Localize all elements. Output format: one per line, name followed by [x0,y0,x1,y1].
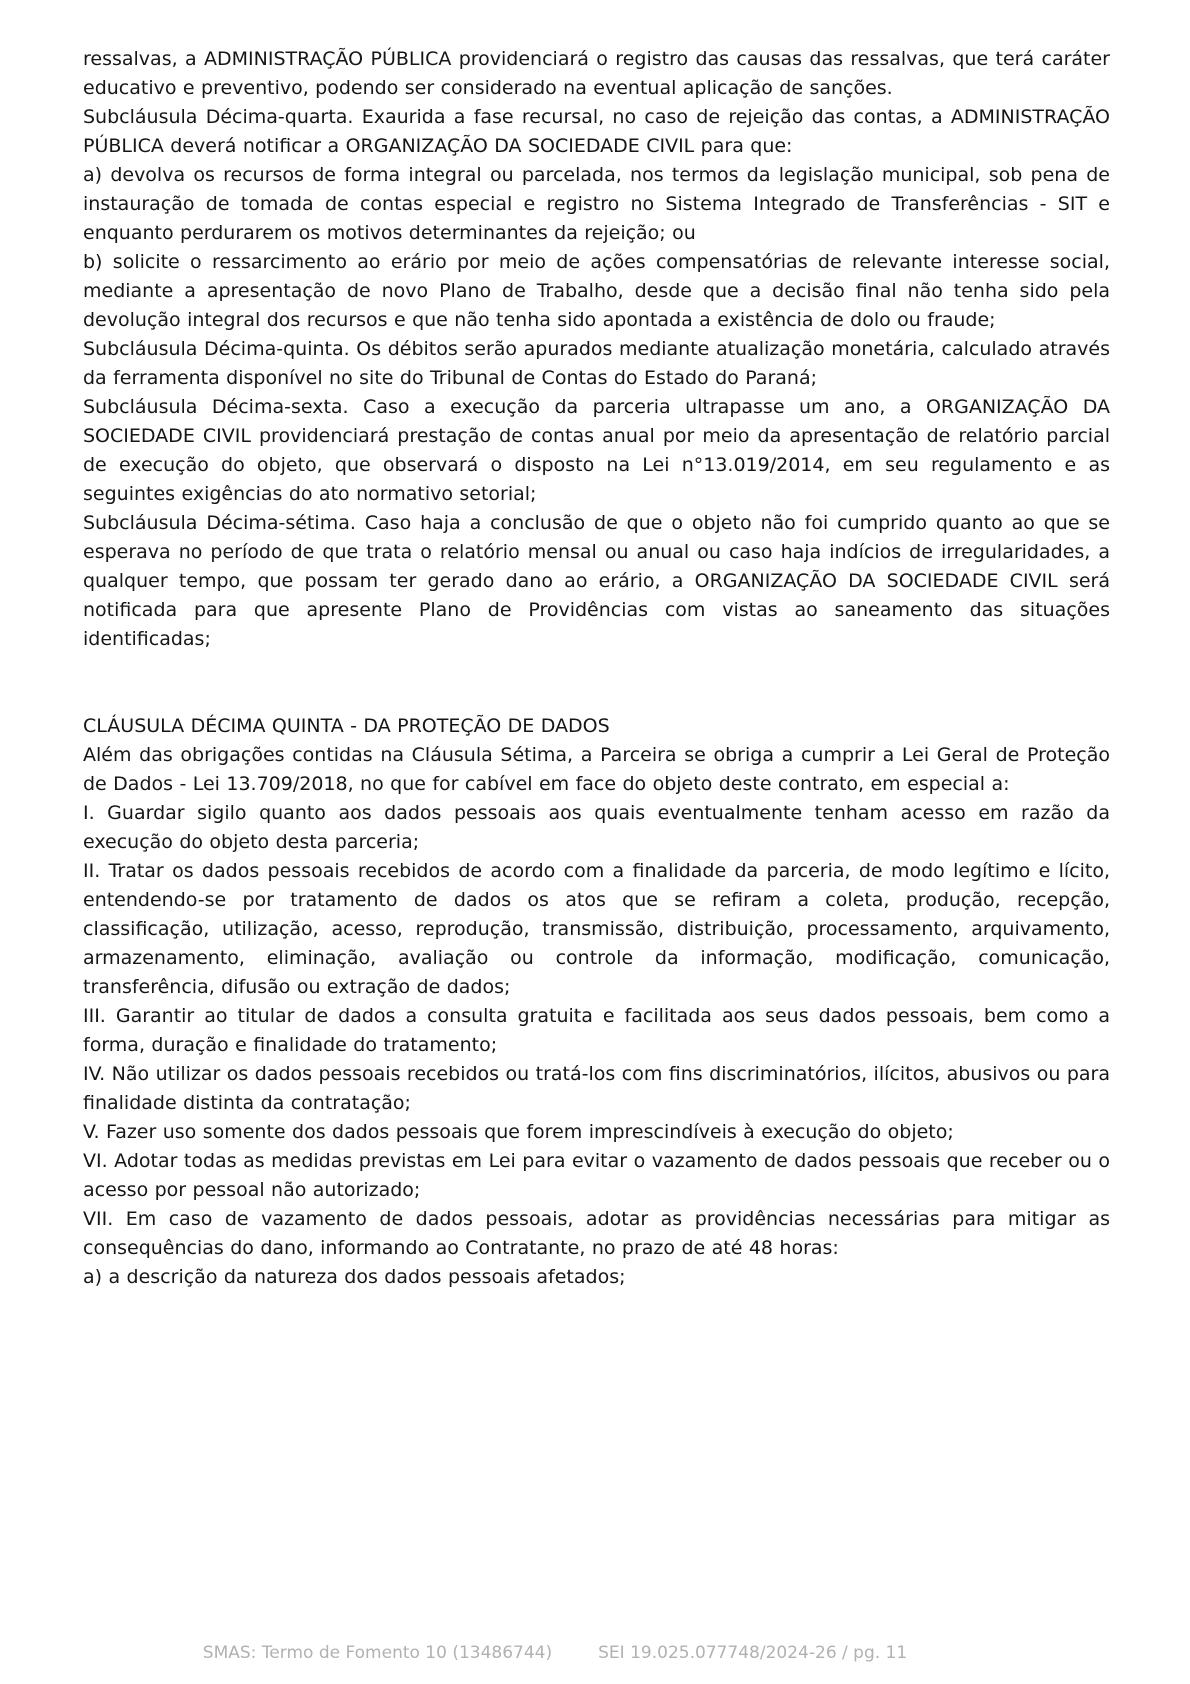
paragraph: Subcláusula Décima-quinta. Os débitos serão apurados mediante atualização monetária, calculado através da ferramenta disponível no site do Tribunal de Contas do Estado do Paraná; [83,338,1110,389]
document-body [83,45,1110,1292]
paragraph: I. Guardar sigilo quanto aos dados pessoais aos quais eventualmente tenham acesso em razão da execução do objeto desta parceria; [83,802,1110,853]
paragraph: a) devolva os recursos de forma integral ou parcelada, nos termos da legislação municipal, sob pena de instauração de tomada de contas especial e registro no Sistema Integrado de Transferências - SIT e enquanto perdurarem os motivos determinantes da rejeição; ou [83,164,1110,244]
footer-doc-label: SMAS: Termo de Fomento 10 (13486744) [202,1643,553,1663]
paragraph: III. Garantir ao titular de dados a consulta gratuita e facilitada aos seus dados pessoais, bem como a forma, duração e finalidade do tratamento; [83,1005,1110,1056]
paragraph: Além das obrigações contidas na Cláusula Sétima, a Parceira se obriga a cumprir a Lei Geral de Proteção de Dados - Lei 13.709/2018, no que for cabível em face do objeto deste contrato, em especial a: [83,744,1110,795]
footer-sei-label: SEI 19.025.077748/2024-26 / pg. 11 [598,1643,908,1663]
section-gap [83,654,1110,712]
paragraph: a) a descrição da natureza dos dados pessoais afetados; [83,1266,626,1288]
paragraph: VII. Em caso de vazamento de dados pessoais, adotar as providências necessárias para mitigar as consequências do dano, informando ao Contratante, no prazo de até 48 horas: [83,1208,1110,1259]
paragraph: Subcláusula Décima-sexta. Caso a execução da parceria ultrapasse um ano, a ORGANIZAÇÃO DA SOCIEDADE CIVIL providenciará prestação de contas anual por meio da apresentação de relatório parcial de execução do objeto, que observará o disposto na Lei n°13.019/2014, em seu regulamento e as seguintes exigências do ato normativo setorial; [83,396,1110,505]
section-heading: CLÁUSULA DÉCIMA QUINTA - DA PROTEÇÃO DE DADOS [83,715,610,737]
page-footer [0,1643,1150,1663]
paragraph: Subcláusula Décima-sétima. Caso haja a conclusão de que o objeto não foi cumprido quanto ao que se esperava no período de que trata o relatório mensal ou anual ou caso haja indícios de irregularidades, a qualquer tempo, que possam ter gerado dano ao erário, a ORGANIZAÇÃO DA SOCIEDADE CIVIL será notificada para que apresente Plano de Providências com vistas ao saneamento das situações identificadas; [83,512,1110,650]
paragraph: IV. Não utilizar os dados pessoais recebidos ou tratá-los com fins discriminatórios, ilícitos, abusivos ou para finalidade distinta da contratação; [83,1063,1110,1114]
paragraph: II. Tratar os dados pessoais recebidos de acordo com a finalidade da parceria, de modo legítimo e lícito, entendendo-se por tratamento de dados os atos que se refiram a coleta, produção, recepção, classificação, utilização, acesso, reprodução, transmissão, distribuição, processamento, arquivamento, armazenamento, eliminação, avaliação ou controle da informação, modificação, comunicação, transferência, difusão ou extração de dados; [83,860,1110,998]
paragraph: V. Fazer uso somente dos dados pessoais que forem imprescindíveis à execução do objeto; [83,1121,954,1143]
paragraph: VI. Adotar todas as medidas previstas em Lei para evitar o vazamento de dados pessoais que receber ou o acesso por pessoal não autorizado; [83,1150,1110,1201]
paragraph: b) solicite o ressarcimento ao erário por meio de ações compensatórias de relevante interesse social, mediante a apresentação de novo Plano de Trabalho, desde que a decisão final não tenha sido pela devolução integral dos recursos e que não tenha sido apontada a existência de dolo ou fraude; [83,251,1110,331]
paragraph: Subcláusula Décima-quarta. Exaurida a fase recursal, no caso de rejeição das contas, a ADMINISTRAÇÃO PÚBLICA deverá notificar a ORGANIZAÇÃO DA SOCIEDADE CIVIL para que: [83,106,1110,157]
paragraph: ressalvas, a ADMINISTRAÇÃO PÚBLICA providenciará o registro das causas das ressalvas, que terá caráter educativo e preventivo, podendo ser considerado na eventual aplicação de sanções. [83,48,1110,99]
